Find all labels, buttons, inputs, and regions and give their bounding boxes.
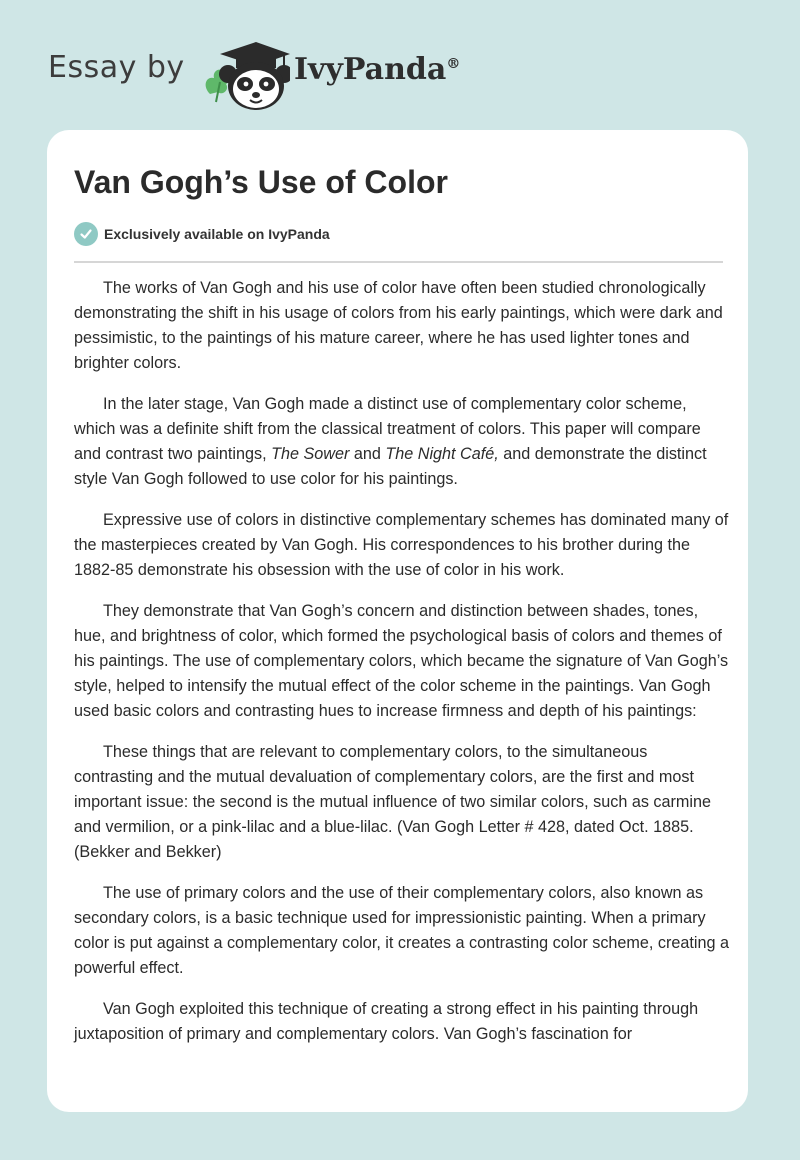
paragraph-5: These things that are relevant to complementary colors, to the simultaneous contrasting and the mutual devaluation of complementary colors, are the first and most important issue: the second is the mutual influence of two similar colors, such as carmine and vermilion, or a pink-lilac and a blue-lilac. (Van Gogh Letter # 428, dated Oct. 1885. (Bekker and Bekker) <box>74 743 711 861</box>
brand-name[interactable]: IvyPanda® <box>294 52 461 87</box>
exclusive-badge <box>74 222 330 246</box>
trademark-symbol: ® <box>446 56 461 72</box>
paragraph-6: The use of primary colors and the use of their complementary colors, also known as secondary colors, is a basic technique used for impressionistic painting. When a primary color is put against a complementary color, it creates a contrasting color scheme, creating a powerful effect. <box>74 884 730 977</box>
check-icon <box>74 222 98 246</box>
paragraph-7: Van Gogh exploited this technique of creating a strong effect in his painting through juxtaposition of primary and complementary colors. Van Gogh’s fascination for <box>74 1000 699 1043</box>
painting-title-night-cafe: The Night Café, <box>385 445 499 463</box>
exclusive-text: Exclusively available on IvyPanda <box>104 226 330 242</box>
panda-graduate-icon[interactable] <box>200 36 290 112</box>
divider <box>74 261 723 263</box>
essay-body <box>74 276 729 1063</box>
paragraph-3: Expressive use of colors in distinctive complementary schemes has dominated many of the masterpieces created by Van Gogh. His correspondences to his brother during the 1882-85 demonstrate his obsession with the use of color in his work. <box>74 511 729 579</box>
essay-by-label: Essay by <box>48 50 185 85</box>
essay-card <box>47 130 748 1112</box>
painting-title-sower: The Sower <box>271 445 350 463</box>
paragraph-2: In the later stage, Van Gogh made a distinct use of complementary color scheme, which was a definite shift from the classical treatment of colors. This paper will compare and contrast two paintings, The Sower and The Night Café, and demonstrate the distinct style Van Gogh followed to use color for his paintings. <box>74 395 707 488</box>
paragraph-1: The works of Van Gogh and his use of color have often been studied chronologically demonstrating the shift in his usage of colors from his early paintings, which were dark and pessimistic, to the paintings of his mature career, where he has used lighter tones and brighter colors. <box>74 279 723 372</box>
paragraph-4: They demonstrate that Van Gogh’s concern and distinction between shades, tones, hue, and brightness of color, which formed the psychological basis of colors and themes of his paintings. The use of complementary colors, which became the signature of Van Gogh’s style, helped to intensify the mutual effect of the color scheme in the paintings. Van Gogh used basic colors and contrasting hues to increase firmness and depth of his paintings: <box>74 602 729 720</box>
site-header <box>48 34 508 114</box>
page-title: Van Gogh’s Use of Color <box>74 164 448 200</box>
